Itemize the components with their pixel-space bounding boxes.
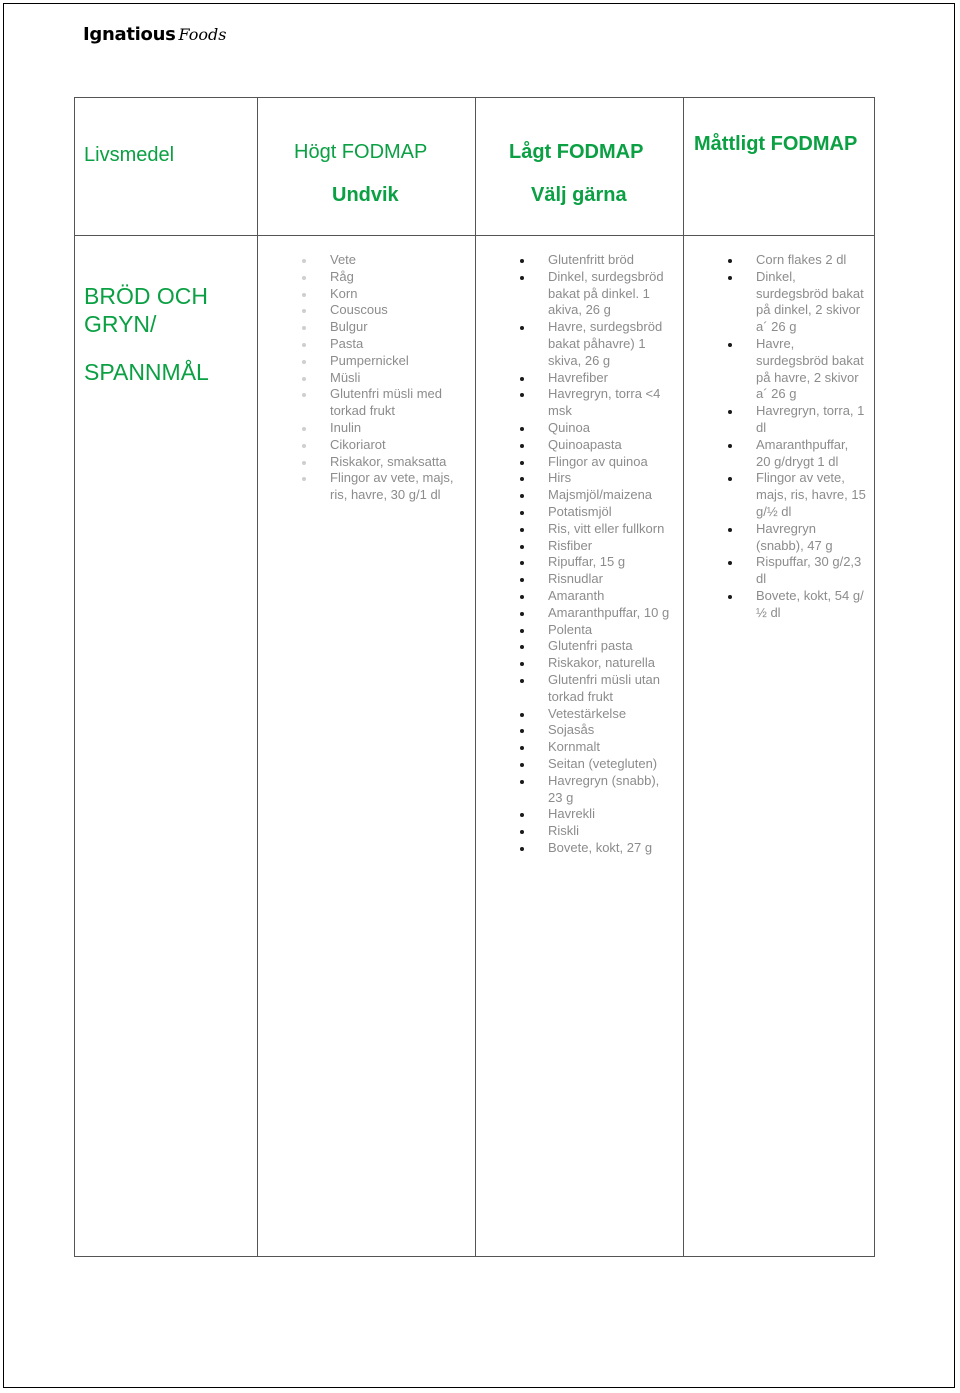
list-item: Havrekli xyxy=(476,806,683,823)
list-item: Kornmalt xyxy=(476,739,683,756)
list-item: Amaranthpuffar, 20 g/drygt 1 dl xyxy=(684,437,874,471)
list-item: Havre, surdegsbröd bakat på havre, 2 skivor a´ 26 g xyxy=(684,336,874,403)
list-item: Potatismjöl xyxy=(476,504,683,521)
category-line-1: BRÖD OCH xyxy=(84,283,208,309)
list-item: Ris, vitt eller fullkorn xyxy=(476,521,683,538)
list-item: Pumpernickel xyxy=(258,353,475,370)
list-item: Vete xyxy=(258,252,475,269)
high-fodmap-cell xyxy=(258,236,476,1257)
list-item: Seitan (vetegluten) xyxy=(476,756,683,773)
header-livsmedel-label: Livsmedel xyxy=(84,144,175,166)
list-item: Risfiber xyxy=(476,538,683,555)
brand-name: Ignatious xyxy=(83,24,176,45)
list-item: Amaranthpuffar, 10 g xyxy=(476,605,683,622)
header-livsmedel xyxy=(75,98,258,236)
list-item: Flingor av quinoa xyxy=(476,454,683,471)
high-fodmap-list xyxy=(258,236,475,504)
header-row xyxy=(75,98,875,236)
list-item: Ripuffar, 15 g xyxy=(476,554,683,571)
category-line-2: GRYN/ xyxy=(84,311,157,337)
brand-suffix: Foods xyxy=(178,25,227,44)
list-item: Bulgur xyxy=(258,319,475,336)
list-item: Amaranth xyxy=(476,588,683,605)
list-item: Havre, surdegsbröd bakat påhavre) 1 skiva, 26 g xyxy=(476,319,683,369)
list-item: Flingor av vete, majs, ris, havre, 30 g/1 dl xyxy=(258,470,475,504)
list-item: Müsli xyxy=(258,370,475,387)
list-item: Couscous xyxy=(258,302,475,319)
header-high-subtitle: Undvik xyxy=(332,184,399,206)
body-row xyxy=(75,236,875,1257)
list-item: Glutenfri müsli med torkad frukt xyxy=(258,386,475,420)
list-item: Vetestärkelse xyxy=(476,706,683,723)
list-item: Pasta xyxy=(258,336,475,353)
list-item: Corn flakes 2 dl xyxy=(684,252,874,269)
header-moderate-fodmap xyxy=(684,98,875,236)
header-low-fodmap xyxy=(476,98,684,236)
low-fodmap-cell xyxy=(476,236,684,1257)
list-item: Korn xyxy=(258,286,475,303)
list-item: Cikoriarot xyxy=(258,437,475,454)
list-item: Glutenfritt bröd xyxy=(476,252,683,269)
list-item: Dinkel, surdegsbröd bakat på dinkel, 2 skivor a´ 26 g xyxy=(684,269,874,336)
list-item: Sojasås xyxy=(476,722,683,739)
fodmap-table xyxy=(74,97,875,1257)
list-item: Havregryn, torra, 1 dl xyxy=(684,403,874,437)
moderate-fodmap-cell xyxy=(684,236,875,1257)
list-item: Havregryn (snabb), 23 g xyxy=(476,773,683,807)
header-high-title: Högt FODMAP xyxy=(294,141,428,163)
list-item: Dinkel, surdegsbröd bakat på dinkel. 1 akiva, 26 g xyxy=(476,269,683,319)
list-item: Bovete, kokt, 54 g/½ dl xyxy=(684,588,874,622)
list-item: Havregryn, torra <4 msk xyxy=(476,386,683,420)
list-item: Havregryn (snabb), 47 g xyxy=(684,521,874,555)
list-item: Rispuffar, 30 g/2,3 dl xyxy=(684,554,874,588)
header-high-fodmap xyxy=(258,98,476,236)
list-item: Quinoa xyxy=(476,420,683,437)
moderate-fodmap-list xyxy=(684,236,874,622)
low-fodmap-list xyxy=(476,236,683,857)
list-item: Havrefiber xyxy=(476,370,683,387)
list-item: Glutenfri müsli utan torkad frukt xyxy=(476,672,683,706)
list-item: Risnudlar xyxy=(476,571,683,588)
header-low-subtitle: Välj gärna xyxy=(531,184,627,206)
header-moderate-title: Måttligt FODMAP xyxy=(694,133,858,155)
list-item: Flingor av vete, majs, ris, havre, 15 g/½ dl xyxy=(684,470,874,520)
list-item: Quinoapasta xyxy=(476,437,683,454)
list-item: Riskli xyxy=(476,823,683,840)
list-item: Inulin xyxy=(258,420,475,437)
list-item: Riskakor, naturella xyxy=(476,655,683,672)
list-item: Majsmjöl/maizena xyxy=(476,487,683,504)
header-low-title: Lågt FODMAP xyxy=(509,141,644,163)
category-cell xyxy=(75,236,258,1257)
category-line-3: SPANNMÅL xyxy=(84,359,209,385)
list-item: Polenta xyxy=(476,622,683,639)
list-item: Råg xyxy=(258,269,475,286)
brand-logo xyxy=(83,24,226,45)
list-item: Bovete, kokt, 27 g xyxy=(476,840,683,857)
list-item: Glutenfri pasta xyxy=(476,638,683,655)
list-item: Hirs xyxy=(476,470,683,487)
list-item: Riskakor, smaksatta xyxy=(258,454,475,471)
